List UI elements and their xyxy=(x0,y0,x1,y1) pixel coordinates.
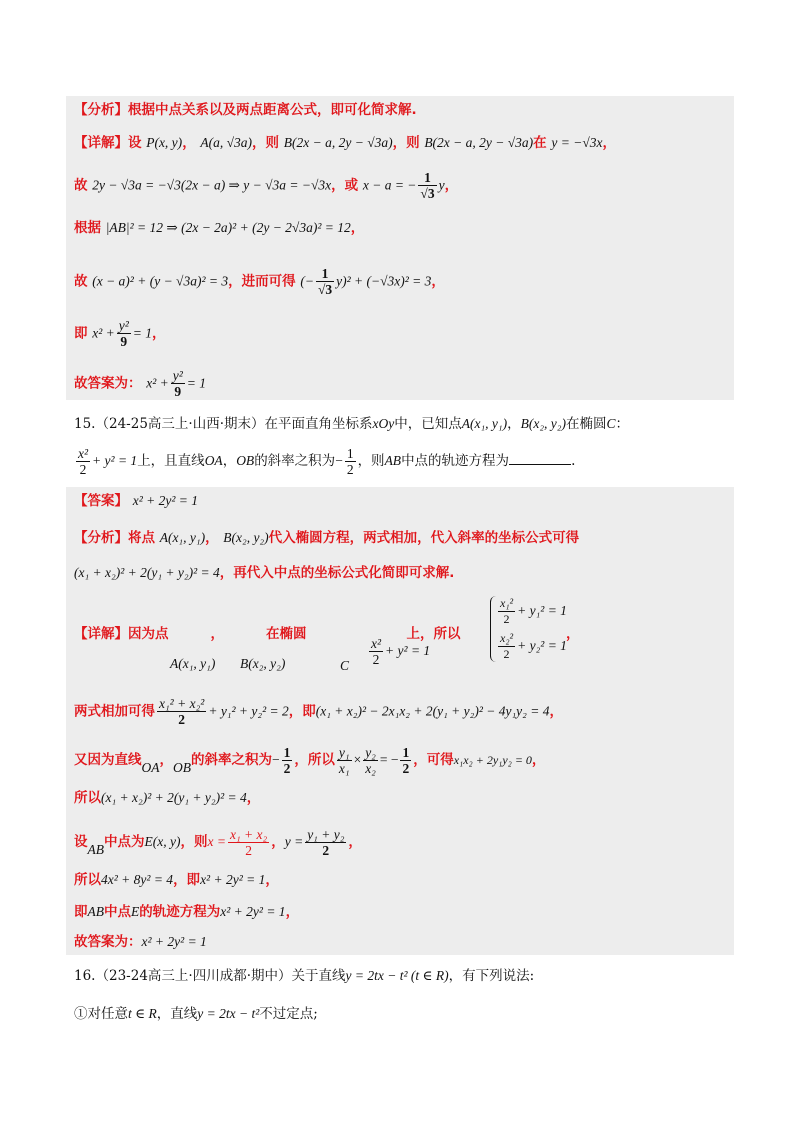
fraction: $\frac{1}{√3}$ xyxy=(420,170,435,201)
detail-15-line2: 两式相加可得 $\frac{\text{x₁² + x₂²}}{2}$ + y₁² + y₂² = 2，即(x₁ + x₂)² − 2x₁x₂ + 2(y₁ + y₂)² − 4y₁y₂ = 4， xyxy=(74,696,563,727)
detail-15-ellipse-name: C xyxy=(340,658,350,673)
fraction: $\frac{\text{x₁ + x₂}}{2}$ xyxy=(229,826,268,858)
answer-14: 故答案为： x² + $\frac{\text{y²}}{9}$ = 1 xyxy=(74,368,207,399)
answer-15: 【答案】 x² + 2y² = 1 xyxy=(74,493,199,509)
detail-15-line6: 所以4x² + 8y² = 4，即x² + 2y² = 1， xyxy=(74,872,279,888)
question-15-line1: 15.（24-25高三上·山西·期末）在平面直角坐标系xOy中，已知点A(x₁, y₁)，B(x₂, y₂)在椭圆C： xyxy=(74,416,629,432)
detail-15-line1-end: ， xyxy=(566,626,580,642)
fraction: $\frac{1}{2}$ xyxy=(283,744,291,776)
answer-blank xyxy=(509,464,571,465)
detail-15-line1: 【详解】因为点 ， 在椭圆 上，所以 xyxy=(74,626,461,642)
question-15-line2: $\frac{\text{x²}}{2}$ + y² = 1上，且直线OA，OB的斜率之积为− $\frac{1}{2}$ ，则AB中点的轨迹方程为 . xyxy=(78,446,576,477)
analysis-15-line2: (x₁ + x₂)² + 2(y₁ + y₂)² = 4，再代入中点的坐标公式化简即可求解. xyxy=(74,565,455,581)
fraction: $\frac{1}{2}$ xyxy=(346,446,354,477)
detail-14-line5: 即 x² + $\frac{\text{y²}}{9}$ = 1， xyxy=(74,318,166,349)
fraction: $\frac{\text{y₂}}{\text{x₂}}$ xyxy=(365,744,376,776)
detail-14-line4: 故 (x − a)² + (y − √3a)² = 3，进而可得 (− $\frac{1}{√3}$ y)² + (−√3x)² = 3， xyxy=(74,266,445,297)
brace-system: $\frac{\text{x₁²}}{2}$ + y₁² = 1 $\frac{\text{x₂²}}{2}$ + y₂² = 1 xyxy=(490,596,567,662)
detail-15-line4: 所以(x₁ + x₂)² + 2(y₁ + y₂)² = 4， xyxy=(74,790,261,806)
detail-14-line1: 【详解】设 P(x, y)， A(a, √3a)，则 B(2x − a, 2y − √3a)，则 B(2x − a, 2y − √3a)在 y = −√3x， xyxy=(74,135,616,151)
fraction: $\frac{\text{y₁}}{\text{x₁}}$ xyxy=(338,744,350,776)
question-16-statement-1: ①对任意t ∈ R，直线y = 2tx − t²不过定点; xyxy=(74,1006,318,1022)
analysis-15-line1: 【分析】将点 A(x₁, y₁)， B(x₂, y₂)代入椭圆方程，两式相加，代入斜率的坐标公式可得 xyxy=(74,530,580,546)
fraction: $\frac{\text{x²}}{2}$ xyxy=(371,636,382,667)
detail-14-line2: 故 2y − √3a = −√3(2x − a) ⇒ y − √3a = −√3x，或 x − a = − $\frac{1}{√3}$ y， xyxy=(74,170,459,201)
fraction: $\frac{\text{y₁ + y₂}}{2}$ xyxy=(307,826,345,858)
analysis-14: 【分析】根据中点关系以及两点距离公式，即可化简求解. xyxy=(74,102,417,118)
detail-14-line3: 根据 |AB|² = 12 ⇒ (2x − 2a)² + (2y − 2√3a)² = 12， xyxy=(74,220,365,236)
detail-15-line3: 又因为直线 OA ， OB 的斜率之积为− $\frac{1}{2}$ ，所以 $\frac{\text{y₁}}{\text{x₁}}$ × $\frac{\text{y₂}}{\text{x₂}}$ = − $\frac{1}{2}$ ，可得x₁x₂ + 2y₁y₂ = 0， xyxy=(74,744,546,776)
answer-15-final: 故答案为：x² + 2y² = 1 xyxy=(74,934,207,950)
fraction: $\frac{1}{2}$ xyxy=(402,744,410,776)
question-16-line1: 16.（23-24高三上·四川成都·期中）关于直线y = 2tx − t² (t ∈ R)，有下列说法: xyxy=(74,968,535,984)
detail-15-points: A(x₁, y₁) xyxy=(170,656,216,671)
fraction: $\frac{\text{x₁² + x₂²}}{2}$ xyxy=(159,696,205,727)
detail-15-point-b: B(x₂, y₂) xyxy=(240,656,286,671)
detail-15-line5: 设 AB 中点为E(x, y)，则x = $\frac{\text{x₁ + x₂}}{2}$ ，y = $\frac{\text{y₁ + y₂}}{2}$ ， xyxy=(74,826,362,858)
equation-system xyxy=(488,596,567,662)
fraction: $\frac{1}{√3}$ xyxy=(317,266,333,297)
fraction: $\frac{\text{x²}}{2}$ xyxy=(78,446,89,477)
detail-15-ellipse-eq: $\frac{\text{x²}}{2}$ + y² = 1 xyxy=(371,636,431,667)
detail-15-line7: 即AB中点E的轨迹方程为x² + 2y² = 1， xyxy=(74,904,300,920)
fraction: $\frac{\text{y²}}{9}$ xyxy=(172,368,183,399)
fraction: $\frac{\text{y²}}{9}$ xyxy=(118,318,129,349)
